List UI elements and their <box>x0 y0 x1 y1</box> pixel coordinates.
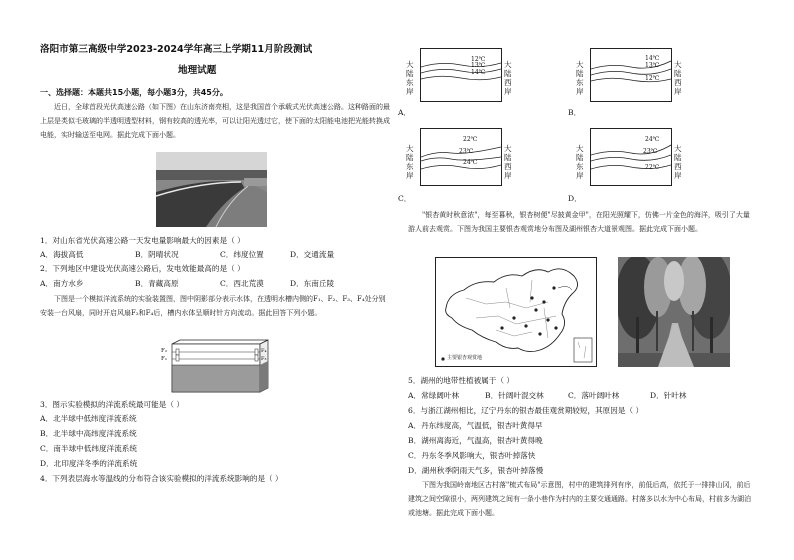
isotherm-diagram-d <box>568 128 698 208</box>
fan-f4 <box>255 349 258 355</box>
ocean-box <box>590 128 672 186</box>
option-letter-d: D． <box>568 194 582 203</box>
option-letter-b: B． <box>568 108 582 117</box>
q1-option-c: C．纬度位置 <box>220 250 264 259</box>
q3-option-b: B．北半球中高纬度洋流系统 <box>40 429 137 438</box>
question-5: 5．湖州的地带性植被属于（ ） <box>408 376 514 385</box>
ocean-box <box>420 48 502 102</box>
intro-current-experiment: 下图是一个模拟洋流系统的实验装置图，图中阴影部分表示水体，在透明水槽内侧的F₁、F₂、F₃、F₄处分别安装一台风扇，同时开启风扇F₂和F₄后，槽内水体呈顺时针方向流动。据此回答下列小题。 <box>40 295 386 317</box>
coast-west-label: 大 陆 西 岸 <box>674 144 682 180</box>
ocean-box <box>420 128 502 186</box>
q6-option-c: C．丹东冬季风影响大，银杏叶掉落快 <box>408 451 536 460</box>
q3-option-a: A．北半球中低纬度洋流系统 <box>40 414 137 423</box>
isotherm-label-2: 13℃ <box>471 62 486 69</box>
q1-option-a: A．海拔高低 <box>40 250 84 259</box>
intro-solar-highway: 近日，全球首段光伏高速公路（如下图）在山东济南亮相，这是我国首个承载式光伏高速公路。这种路面的最上层是类似毛玻璃的半透明透型材料，钢有较高的透光率，可以让阳光透过它，使下面的太阳能电池把光能转换成电能，实时输送至电网。据此完成下面小题。 <box>40 103 390 139</box>
exam-subtitle: 地理试题 <box>178 65 217 76</box>
fan-f3 <box>255 355 258 361</box>
q6-option-d: D．湖州秋季阴雨天气多，银杏叶掉落慢 <box>408 466 544 475</box>
isotherm-label-3: 22℃ <box>645 164 660 171</box>
q5-option-a: A．常绿阔叶林 <box>408 391 460 400</box>
ocean-box <box>590 48 672 102</box>
q5-option-c: C．落叶阔叶林 <box>568 391 620 400</box>
q1-option-b: B．阴晴状况 <box>135 250 179 259</box>
q3-option-c: C．南半球中低纬度洋流系统 <box>40 444 137 453</box>
intro-comb-village: 下图为我国岭南地区古村落"梳式布局"示意图，村中的建筑排列有序，前低后高，依托于一排排山冈，前后建筑之间空隙很小，两列建筑之间有一条小巷作为村内的主要交通通路。村落多以水为中心布局，村前多为湖泊或池塘。据此完成下面小题。 <box>408 481 751 517</box>
isotherm-label-2: 23℃ <box>459 148 474 155</box>
isotherm-label-2: 13℃ <box>645 62 660 69</box>
q5-option-b: B．针阔叶混交林 <box>485 391 544 400</box>
option-letter-c: C． <box>398 194 412 203</box>
label-f3: F₃ <box>261 356 267 362</box>
ginkgo-avenue-photo <box>618 257 730 367</box>
q2-option-b: B．青藏高原 <box>135 279 179 288</box>
q6-option-b: B．湖州离海近，气温高，银杏叶黄得晚 <box>408 436 543 445</box>
coast-east-label: 大 陆 东 岸 <box>576 144 584 180</box>
map-legend-label: 主要银杏观赏地 <box>447 355 483 361</box>
coast-east-label: 大 陆 东 岸 <box>406 144 414 180</box>
coast-west-label: 大 陆 西 岸 <box>674 60 682 96</box>
label-f2: F₂ <box>161 348 168 354</box>
question-4: 4．下列表层海水等温线的分布符合该实验模拟的洋流系统影响的是（ ） <box>40 474 283 483</box>
coast-west-label: 大 陆 西 岸 <box>504 144 512 180</box>
china-ginkgo-map <box>435 257 597 367</box>
exam-title: 洛阳市第三高级中学2023-2024学年高三上学期11月阶段测试 <box>40 44 313 55</box>
isotherm-label-1: 22℃ <box>463 136 478 143</box>
coast-east-label: 大 陆 东 岸 <box>576 60 584 96</box>
q6-option-a: A．丹东纬度高，气温低，银杏叶黄得早 <box>408 421 543 430</box>
q2-option-c: C．西北荒漠 <box>220 279 264 288</box>
label-f4: F₄ <box>261 348 267 354</box>
question-1: 1．对山东省光伏高速公路一天发电量影响最大的因素是（ ） <box>40 236 245 245</box>
isotherm-label-1: 14℃ <box>645 55 660 62</box>
isotherm-label-1: 12℃ <box>471 56 486 63</box>
label-f1: F₁ <box>161 356 168 362</box>
q5-option-d: D．针叶林 <box>650 391 687 400</box>
coast-east-label: 大 陆 东 岸 <box>406 60 414 96</box>
isotherm-label-3: 24℃ <box>463 159 478 166</box>
isotherm-label-3: 14℃ <box>471 69 486 76</box>
option-letter-a: A． <box>398 108 412 117</box>
isotherm-diagram-c <box>398 128 528 208</box>
isotherm-label-3: 12℃ <box>645 75 660 82</box>
coast-west-label: 大 陆 西 岸 <box>504 60 512 96</box>
isotherm-diagram-a <box>398 48 528 117</box>
question-2: 2．下列地区中建设光伏高速公路后，发电效能最高的是（ ） <box>40 264 245 273</box>
isotherm-label-1: 24℃ <box>645 136 660 143</box>
solar-highway-photo <box>156 152 267 227</box>
question-6: 6．与浙江湖州相比，辽宁丹东的银杏最佳观赏期较短，其原因是（ ） <box>408 406 644 415</box>
isotherm-diagram-b <box>568 48 698 117</box>
solar-highway-illustration <box>156 152 267 227</box>
water-tank-diagram <box>160 338 270 396</box>
question-3: 3．图示实验模拟的洋流系统最可能是（ ） <box>40 400 184 409</box>
q2-option-d: D．东南丘陵 <box>290 279 335 288</box>
q1-option-d: D．交通流量 <box>290 250 335 259</box>
ginkgo-avenue-illustration <box>618 257 730 367</box>
q3-option-d: D．北印度洋冬季的洋流系统 <box>40 459 138 468</box>
isotherm-label-2: 23℃ <box>643 148 658 155</box>
fan-f1 <box>176 355 179 361</box>
q2-option-a: A．南方水乡 <box>40 279 84 288</box>
section-header: 一、选择题：本题共15小题，每小题3分，共45分。 <box>40 88 228 97</box>
intro-ginkgo: "银杏黄时秋意浓"，每至暮秋，银杏树便"尽披黄金甲"，在阳光照耀下，仿佛一片金色的海洋，吸引了大量游人前去观赏。下图为我国主要银杏观赏地分布图及湖州银杏大道景观图。据此完成下面小题。 <box>408 211 750 233</box>
fan-f2 <box>176 349 179 355</box>
